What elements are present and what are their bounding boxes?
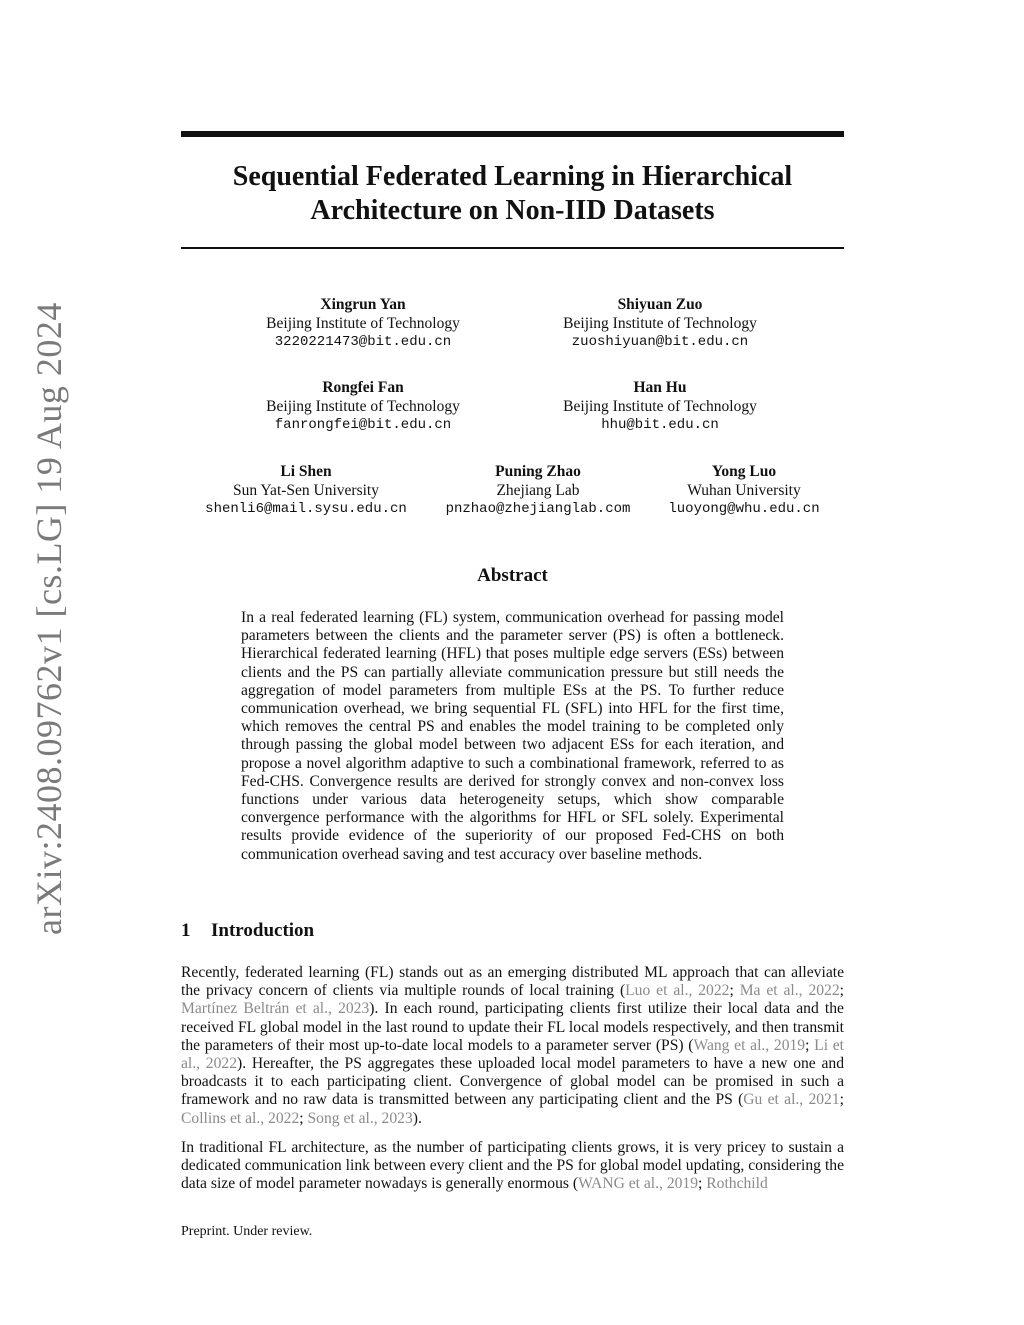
author-email[interactable]: zuoshiyuan@bit.edu.cn [571,334,749,350]
author-affiliation: Beijing Institute of Technology [266,397,460,415]
paper-title [181,160,844,228]
citation-link[interactable]: Gu et al., 2021 [743,1091,840,1109]
author-affiliation: Beijing Institute of Technology [266,314,460,332]
section-heading-introduction [181,920,314,942]
citation-link[interactable]: Ma et al., 2022 [739,982,840,1000]
author-email[interactable]: hhu@bit.edu.cn [601,417,719,433]
author-affiliation: Zhejiang Lab [496,481,580,499]
author-email[interactable]: fanrongfei@bit.edu.cn [274,417,452,433]
author-affiliation: Beijing Institute of Technology [563,314,757,332]
section-number: 1 [181,920,191,941]
intro-paragraph-1 [181,964,844,1128]
title-line-1: Sequential Federated Learning in Hierarchical [232,161,793,192]
author-email[interactable]: luoyong@whu.edu.cn [668,501,820,517]
abstract-body: In a real federated learning (FL) system, communication overhead for passing model parameters between the clients and the parameter server (PS) is often a bottleneck. Hierarchical federated learning (HFL) that poses multiple edge servers (ESs) between clients and the PS can partially alleviate communication pressure but still needs the aggregation of model parameters from multiple ESs at the PS. To further reduce communication overhead, we bring sequential FL (SFL) into HFL for the first time, which removes the central PS and enables the model training to be completed only through passing the global model between two adjacent ESs for each iteration, and propose a novel algorithm adaptive to such a combinational framework, referred to as Fed-CHS. Convergence results are derived for strongly convex and non-convex loss functions under various data heterogeneity setups, which show comparable convergence performance with the algorithms for HFL or SFL solely. Experimental results provide evidence of the superiority of our proposed Fed-CHS on both communication overhead saving and test accuracy over baseline methods. [241,609,784,863]
author-name: Puning Zhao [495,463,581,480]
title-bottom-rule [181,247,844,249]
arxiv-identifier-stamp: arXiv:2408.09762v1 [cs.LG] 19 Aug 2024 [29,302,69,935]
author-email[interactable]: shenli6@mail.sysu.edu.cn [205,501,407,517]
author-block [218,379,508,435]
citation-link[interactable]: Collins et al., 2022 [181,1109,300,1127]
paragraph-text: Recently, federated learning (FL) stands out as an emerging distributed ML approach that can alleviate the privacy concern of clients via multiple rounds of local training ( [181,964,844,1000]
author-name: Yong Luo [711,463,777,480]
page-footer: Preprint. Under review. [181,1224,313,1239]
author-email[interactable]: 3220221473@bit.edu.cn [274,334,452,350]
citation-link[interactable]: Wang et al., 2019 [693,1036,806,1054]
author-block [515,379,805,435]
citation-link[interactable]: Luo et al., 2022 [625,982,730,1000]
author-name: Li Shen [280,463,332,480]
paragraph-text: ; [698,1175,707,1193]
author-affiliation: Wuhan University [687,481,801,499]
paragraph-text: ). [412,1109,422,1127]
title-line-2: Architecture on Non-IID Datasets [310,195,715,226]
author-name: Xingrun Yan [320,296,406,313]
paragraph-text: In traditional FL architecture, as the number of participating clients grows, it is very pricey to sustain a dedicated communication link between every client and the PS for global model updating, considering the data size of model parameter nowadays is generally enormous ( [181,1139,844,1193]
author-block [515,296,805,352]
abstract-heading: Abstract [477,565,548,586]
citation-link[interactable]: WANG et al., 2019 [578,1175,699,1193]
paragraph-text: ; [729,982,740,1000]
paragraph-text: ; [839,982,844,1000]
section-title: Introduction [211,920,315,941]
citation-link[interactable]: Martínez Beltrán et al., 2023 [181,1000,370,1018]
title-top-rule [181,131,844,137]
citation-link[interactable]: Rothchild [706,1175,768,1193]
author-email[interactable]: pnzhao@zhejianglab.com [445,501,631,517]
author-block [599,463,889,519]
citation-link[interactable]: Song et al., 2023 [307,1109,413,1127]
paragraph-text: ; [299,1109,308,1127]
author-affiliation: Sun Yat-Sen University [233,481,379,499]
author-affiliation: Beijing Institute of Technology [563,397,757,415]
author-name: Rongfei Fan [322,379,404,396]
paragraph-text: ). In each round, participating clients first utilize their local data and the received FL global model in the last round to update their FL local models respectively, and then transmit the parameters of their most up-to-date local models to a parameter server (PS) ( [181,1000,844,1054]
paragraph-text: ; [839,1091,844,1109]
citation-link[interactable]: Li et al., 2022 [181,1036,844,1073]
author-block [218,296,508,352]
author-name: Han Hu [633,379,687,396]
intro-paragraph-2 [181,1139,844,1194]
paragraph-text: ). Hereafter, the PS aggregates these uploaded local model parameters to have a new one and broadcasts it to each participating client. Convergence of global model can be promised in such a framework and no raw data is transmitted between any participating client and the PS ( [181,1055,844,1109]
paragraph-text: ; [805,1036,815,1054]
author-name: Shiyuan Zuo [617,296,703,313]
